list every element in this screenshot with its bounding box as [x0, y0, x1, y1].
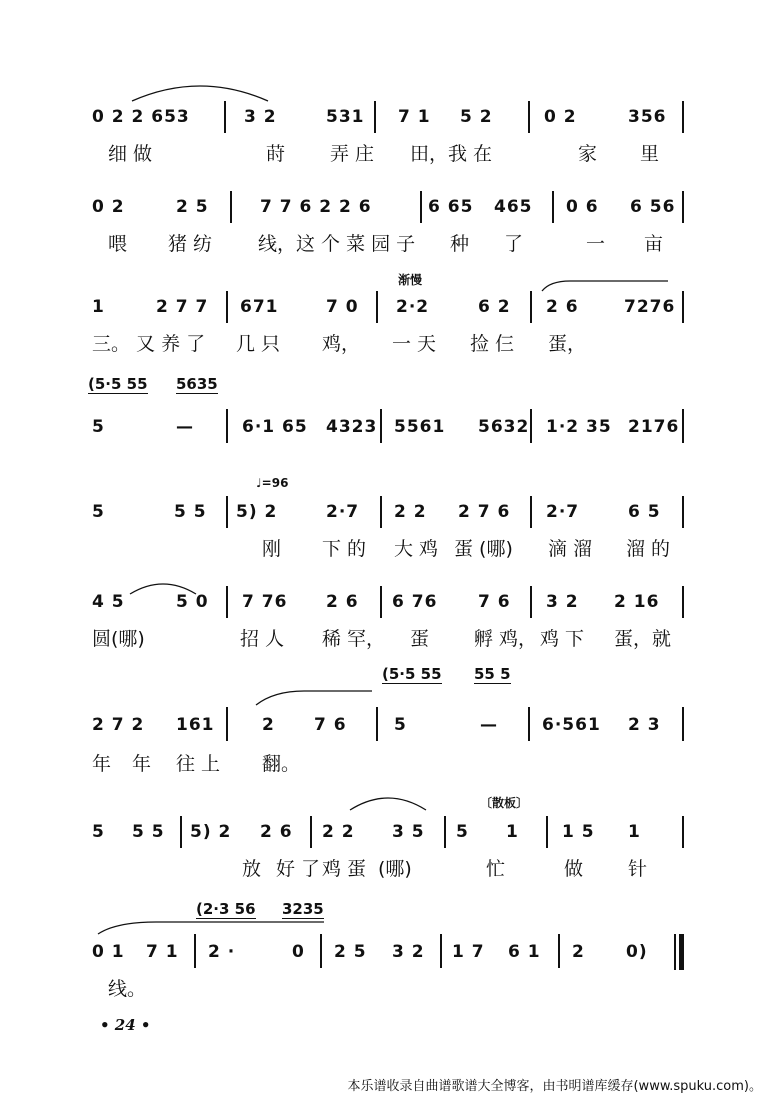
note-group: 531 [326, 107, 365, 127]
barline [380, 586, 382, 618]
barline [682, 291, 684, 323]
note-group: 5) 2 [236, 502, 278, 522]
note-group: 5 5 [174, 502, 207, 522]
note-group: 0 2 [92, 197, 125, 217]
barline [194, 934, 196, 968]
barline [552, 191, 554, 223]
barline [530, 496, 532, 528]
tie-line [540, 279, 670, 295]
barline [440, 934, 442, 968]
slur-arc [96, 920, 326, 938]
lyric: 做 [564, 858, 584, 880]
barline [226, 707, 228, 741]
note-group: 6 1 [508, 942, 541, 962]
note-group: 5 [92, 417, 105, 437]
lyric: 蛋 (哪) [454, 538, 513, 560]
note-group: 2 5 [334, 942, 367, 962]
note-group: 0 1 [92, 942, 125, 962]
note-group: 1 5 [562, 822, 595, 842]
note-group: 7 6 [314, 715, 347, 735]
barline [530, 586, 532, 618]
footer-credit: 本乐谱收录自曲谱歌谱大全博客，由书明谱库缓存(www.spuku.com)。 [347, 1079, 762, 1094]
note-group: 0 6 [566, 197, 599, 217]
barline [226, 409, 228, 443]
prelude-notes: (2·3 56 [196, 900, 256, 918]
prelude-notes: (5·5 55 [382, 665, 442, 683]
note-group: 4323 [326, 417, 378, 437]
note-group: 2·7 [546, 502, 580, 522]
barline [682, 816, 684, 848]
lyric: 了 [504, 233, 524, 255]
barline [320, 934, 322, 968]
note-group: 3 2 [546, 592, 579, 612]
note-group: 1 7 [452, 942, 485, 962]
note-group: 2 7 7 [156, 297, 209, 317]
lyric: 线，这 个 菜 园 子 [258, 233, 416, 255]
lyric: 一 [586, 233, 606, 255]
barline [558, 934, 560, 968]
note-group: 2 2 [322, 822, 355, 842]
note-group: 1 [628, 822, 641, 842]
prelude-notes: 5635 [176, 375, 218, 393]
slur-arc [254, 689, 374, 709]
lyric: 稀 罕， [322, 628, 386, 650]
lyric: 蛋，就 [614, 628, 672, 650]
slur-arc [348, 792, 428, 814]
note-group: 5561 [394, 417, 446, 437]
lyric: 线。 [108, 978, 147, 1000]
barline [180, 816, 182, 848]
note-group: 2 7 2 [92, 715, 145, 735]
note-group: 6 2 [478, 297, 511, 317]
note-group: 1 [92, 297, 105, 317]
lyric: 鸡 蛋 [322, 858, 367, 880]
lyric: 鸡 下 [540, 628, 585, 650]
barline [682, 101, 684, 133]
lyric: 田，我 在 [410, 143, 493, 165]
page-number: • 24 • [100, 1016, 151, 1034]
lyric: 猪 纺 [168, 233, 213, 255]
lyric: 蛋 [410, 628, 430, 650]
note-group: 5 [456, 822, 469, 842]
note-group: 2 16 [614, 592, 660, 612]
lyric: 圆(哪) [92, 628, 145, 650]
note-group: 7 76 [242, 592, 288, 612]
lyric: 里 [640, 143, 660, 165]
note-group: 5632 [478, 417, 530, 437]
barline [226, 586, 228, 618]
note-group: 2 2 [394, 502, 427, 522]
note-group: 3 2 [244, 107, 277, 127]
note-group: 6 76 [392, 592, 438, 612]
lyric: 孵 鸡， [474, 628, 538, 650]
note-group: 1 [506, 822, 519, 842]
lyric: 三。 又 养 了 [92, 333, 206, 355]
note-group: 2·2 [396, 297, 430, 317]
note-group: 2 6 [326, 592, 359, 612]
note-group: 5 [92, 822, 105, 842]
lyric: 年 [132, 753, 152, 775]
barline [376, 707, 378, 741]
barline [528, 707, 530, 741]
note-group: 0 [292, 942, 305, 962]
barline [682, 707, 684, 741]
lyric: 喂 [108, 233, 128, 255]
note-group: 2·7 [326, 502, 360, 522]
lyric: 亩 [644, 233, 664, 255]
note-group: 5 [92, 502, 105, 522]
barline [444, 816, 446, 848]
note-group: 7 0 [326, 297, 359, 317]
lyric: (哪) [378, 858, 412, 880]
barline [230, 191, 232, 223]
note-group: 6·561 [542, 715, 601, 735]
lyric: 年 [92, 753, 112, 775]
lyric: 莳 [266, 143, 286, 165]
lyric: 刚 [262, 538, 282, 560]
note-group: 2 [262, 715, 275, 735]
tempo-marking: 渐慢 [398, 273, 423, 287]
lyric: 鸡， [322, 333, 361, 355]
lyric: 家 [578, 143, 598, 165]
barline [376, 291, 378, 323]
prelude-notes: (5·5 55 [88, 375, 148, 393]
note-group: 3 5 [392, 822, 425, 842]
prelude-notes: 55 5 [474, 665, 511, 683]
note-group: — [176, 417, 194, 437]
lyric: 一 天 [392, 333, 437, 355]
barline [682, 496, 684, 528]
note-group: 2 · [208, 942, 236, 962]
note-group: 2176 [628, 417, 680, 437]
lyric: 翻。 [262, 753, 301, 775]
final-barline [679, 934, 684, 970]
lyric: 忙 [486, 858, 506, 880]
barline [224, 101, 226, 133]
note-group: 6 56 [630, 197, 676, 217]
barline [380, 496, 382, 528]
lyric: 针 [628, 858, 648, 880]
tempo-marking: 〔散板〕 [480, 796, 529, 810]
note-group: 6 5 [628, 502, 661, 522]
lyric: 弄 庄 [330, 143, 375, 165]
note-group: 5 5 [132, 822, 165, 842]
lyric: 往 上 [176, 753, 221, 775]
barline [310, 816, 312, 848]
note-group: 2 6 [260, 822, 293, 842]
barline [530, 291, 532, 323]
barline [420, 191, 422, 223]
barline [226, 291, 228, 323]
lyric: 滴 溜 [548, 538, 593, 560]
note-group: 7276 [624, 297, 676, 317]
barline [530, 409, 532, 443]
note-group: 356 [628, 107, 667, 127]
barline [682, 586, 684, 618]
prelude-notes: 3235 [282, 900, 324, 918]
barline [674, 934, 676, 970]
tempo-marking: ♩=96 [256, 476, 289, 490]
barline [682, 409, 684, 443]
lyric: 放 [242, 858, 262, 880]
note-group: 7 7 6 2 2 6 [260, 197, 372, 217]
note-group: 5 2 [460, 107, 493, 127]
note-group: 2 [572, 942, 585, 962]
note-group: 7 6 [478, 592, 511, 612]
lyric: 溜 的 [626, 538, 671, 560]
barline [226, 496, 228, 528]
lyric: 大 鸡 [394, 538, 439, 560]
note-group: 161 [176, 715, 215, 735]
note-group: 2 5 [176, 197, 209, 217]
note-group: 5) 2 [190, 822, 232, 842]
lyric: 细 做 [108, 143, 153, 165]
note-group: 6·1 65 [242, 417, 308, 437]
note-group: 0) [626, 942, 648, 962]
note-group: 2 6 [546, 297, 579, 317]
note-group: 6 65 [428, 197, 474, 217]
note-group: 465 [494, 197, 533, 217]
note-group: 5 0 [176, 592, 209, 612]
note-group: 2 3 [628, 715, 661, 735]
lyric: 几 只 [236, 333, 281, 355]
note-group: 4 5 [92, 592, 125, 612]
note-group: 3 2 [392, 942, 425, 962]
barline [528, 101, 530, 133]
lyric: 好 了 [276, 858, 321, 880]
lyric: 捡 仨 [470, 333, 515, 355]
note-group: — [480, 715, 498, 735]
lyric: 蛋， [548, 333, 587, 355]
lyric: 种 [450, 233, 470, 255]
lyric: 招 人 [240, 628, 285, 650]
note-group: 5 [394, 715, 407, 735]
barline [546, 816, 548, 848]
note-group: 7 1 [146, 942, 179, 962]
slur-arc [130, 77, 270, 107]
note-group: 0 2 [544, 107, 577, 127]
barline [374, 101, 376, 133]
note-group: 2 7 6 [458, 502, 511, 522]
barline [682, 191, 684, 223]
note-group: 1·2 35 [546, 417, 612, 437]
lyric: 下 的 [322, 538, 367, 560]
note-group: 671 [240, 297, 279, 317]
barline [380, 409, 382, 443]
note-group: 0 2 2 653 [92, 107, 190, 127]
note-group: 7 1 [398, 107, 431, 127]
